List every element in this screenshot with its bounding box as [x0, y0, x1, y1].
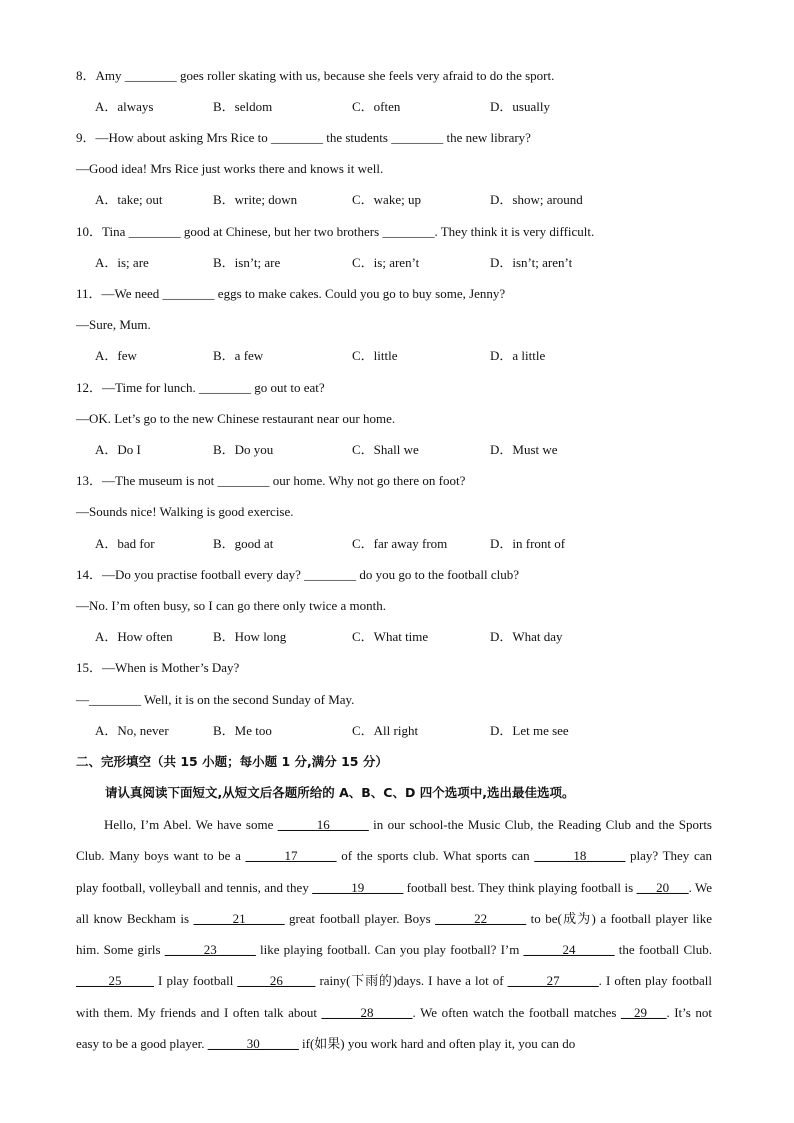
question-reply: —Sounds nice! Walking is good exercise.	[76, 504, 294, 519]
option-a[interactable]: A．How often	[95, 629, 173, 644]
question-stem: 11．—We need ________ eggs to make cakes. Could you go to buy some, Jenny?	[76, 286, 506, 301]
option-b[interactable]: B．seldom	[213, 99, 273, 114]
option-row	[95, 628, 735, 646]
passage-text: the football Club.	[614, 942, 712, 958]
option-a[interactable]: A．Do I	[95, 442, 141, 457]
option-a[interactable]: A．take; out	[95, 192, 163, 207]
cloze-blank[interactable]: ______27______	[507, 973, 599, 989]
option-b[interactable]: B．a few	[213, 348, 264, 363]
option-row	[95, 98, 735, 116]
question-stem: 10．Tina ________ good at Chinese, but her two brothers ________. They think it is very difficult.	[76, 224, 595, 239]
question-stem: 13．—The museum is not ________ our home. Why not go there on foot?	[76, 473, 466, 488]
question-stem: 14．—Do you practise football every day? ________ do you go to the football club?	[76, 567, 519, 582]
option-d[interactable]: D．Let me see	[490, 723, 569, 738]
question-stem: 12．—Time for lunch. ________ go out to eat?	[76, 380, 325, 395]
question-stem: 8．Amy ________ goes roller skating with us, because she feels very afraid to do the sport.	[76, 68, 555, 83]
option-b[interactable]: B．How long	[213, 629, 287, 644]
option-a[interactable]: A．few	[95, 348, 137, 363]
cloze-blank[interactable]: ______17______	[245, 848, 337, 864]
cloze-blank[interactable]: ______18______	[534, 848, 626, 864]
option-a[interactable]: A．is; are	[95, 255, 149, 270]
cloze-blank[interactable]: ______22______	[435, 910, 527, 926]
option-d[interactable]: D．in front of	[490, 536, 566, 551]
question-reply: —Sure, Mum.	[76, 317, 151, 332]
option-b[interactable]: B．Me too	[213, 723, 272, 738]
cloze-blank[interactable]: ___20___	[636, 879, 689, 895]
passage-text: of the sports club. What sports can	[336, 848, 535, 864]
cloze-blank[interactable]: ______24______	[523, 942, 615, 958]
cloze-blank[interactable]: ______16______	[277, 817, 369, 832]
option-c[interactable]: C．is; aren’t	[352, 255, 420, 270]
passage-text: Hello, I’m Abel. We have some	[104, 817, 278, 832]
passage-text: . We all know Beckham is	[76, 879, 712, 926]
question-stem: 15．—When is Mother’s Day?	[76, 660, 240, 675]
question-reply: —________ Well, it is on the second Sunday of May.	[76, 692, 355, 707]
passage-text: . It’s not easy to be a good player.	[76, 1004, 712, 1052]
option-c[interactable]: C．What time	[352, 629, 429, 644]
option-a[interactable]: A．No, never	[95, 723, 169, 738]
cloze-blank[interactable]: ______23______	[164, 942, 256, 958]
option-c[interactable]: C．far away from	[352, 536, 448, 551]
cloze-blank[interactable]: _____25_____	[76, 973, 154, 989]
option-row	[95, 722, 735, 740]
passage-text: rainy(下雨的)days. I have a lot of	[315, 973, 508, 989]
question-stem: 9．—How about asking Mrs Rice to ________ the students ________ the new library?	[76, 130, 531, 145]
passage-text: play? They can play football, volleyball and tennis, and they	[76, 848, 713, 895]
option-d[interactable]: D．isn’t; aren’t	[490, 255, 573, 270]
option-b[interactable]: B．isn’t; are	[213, 255, 281, 270]
cloze-blank[interactable]: _____26_____	[237, 973, 316, 989]
passage-text: if(如果) you work hard and often play it, you can do	[298, 1036, 576, 1052]
cloze-blank[interactable]: ______28______	[321, 1004, 413, 1020]
option-c[interactable]: C．little	[352, 348, 398, 363]
option-a[interactable]: A．always	[95, 99, 154, 114]
option-b[interactable]: B．Do you	[213, 442, 274, 457]
option-c[interactable]: C．often	[352, 99, 401, 114]
option-row	[95, 441, 735, 459]
option-d[interactable]: D．Must we	[490, 442, 558, 457]
cloze-blank[interactable]: ______21______	[193, 910, 285, 926]
option-row	[95, 347, 735, 365]
option-d[interactable]: D．What day	[490, 629, 563, 644]
question-reply: —Good idea! Mrs Rice just works there and knows it well.	[76, 161, 384, 176]
cloze-blank[interactable]: ______30______	[207, 1036, 299, 1052]
option-c[interactable]: C．All right	[352, 723, 419, 738]
passage-text: great football player. Boys	[284, 910, 436, 926]
option-row	[95, 191, 735, 209]
passage-text: to be(成为) a football player like him. Some girls	[76, 910, 712, 958]
option-a[interactable]: A．bad for	[95, 536, 155, 551]
cloze-blank[interactable]: ______19______	[312, 879, 404, 895]
question-reply: —OK. Let’s go to the new Chinese restaurant near our home.	[76, 411, 396, 426]
option-d[interactable]: D．usually	[490, 99, 550, 114]
question-reply: —No. I’m often busy, so I can go there only twice a month.	[76, 598, 387, 613]
passage-text: I play football	[154, 973, 238, 989]
option-b[interactable]: B．good at	[213, 536, 274, 551]
option-d[interactable]: D．show; around	[490, 192, 583, 207]
passage-text: . I often play football with them. My friends and I often talk about	[76, 973, 713, 1020]
passage-text: . We often watch the football matches	[412, 1004, 621, 1020]
option-row	[95, 254, 735, 272]
option-b[interactable]: B．write; down	[213, 192, 298, 207]
option-d[interactable]: D．a little	[490, 348, 546, 363]
option-c[interactable]: C．wake; up	[352, 192, 421, 207]
passage-text: like playing football. Can you play football? I’m	[255, 942, 524, 958]
section-title: 二、完形填空（共 15 小题；每小题 1 分,满分 15 分）	[76, 754, 388, 769]
section-instruction: 请认真阅读下面短文,从短文后各题所给的 A、B、C、D 四个选项中,选出最佳选项。	[105, 785, 575, 800]
passage-text: in our school-the Music Club, the Reading Club and the Sports Club. Many boys want to be a	[76, 817, 712, 864]
option-c[interactable]: C．Shall we	[352, 442, 419, 457]
passage-text: football best. They think playing football is	[403, 879, 637, 895]
cloze-blank[interactable]: __29___	[620, 1004, 667, 1020]
cloze-passage	[76, 809, 712, 1059]
option-row	[95, 535, 735, 553]
